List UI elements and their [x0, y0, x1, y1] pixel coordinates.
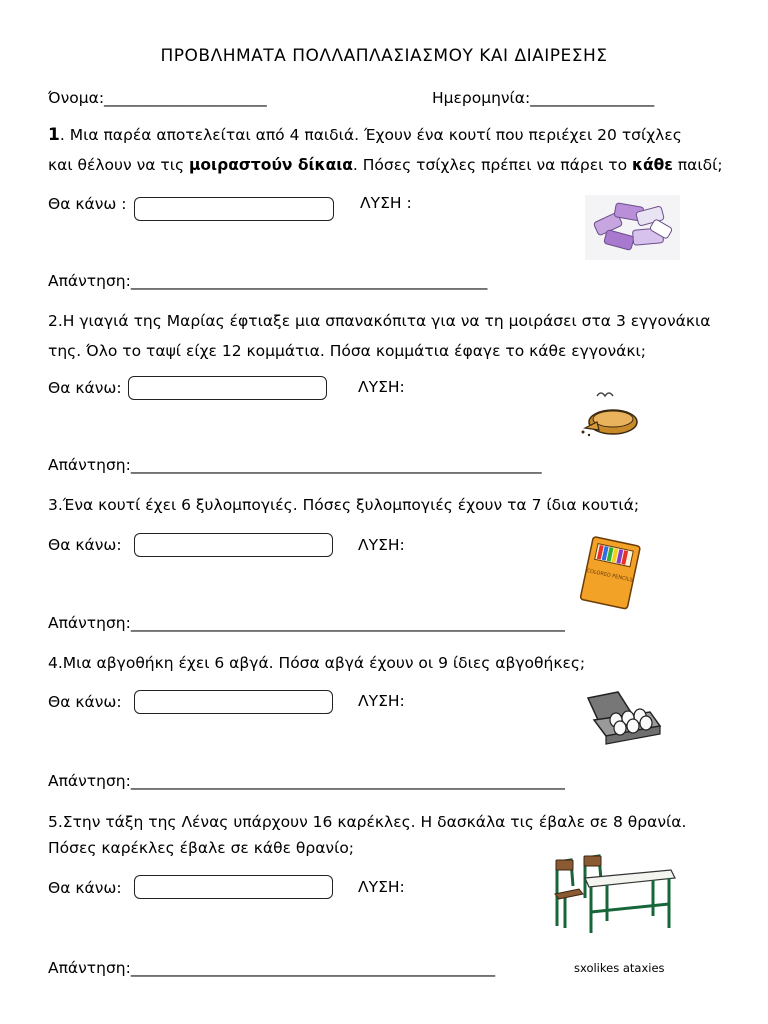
q4-answer-line[interactable]: Απάντηση:________________________________________________________	[48, 772, 565, 790]
q3-do-label: Θα κάνω:	[48, 536, 122, 554]
date-field[interactable]: Ημερομηνία:________________	[432, 89, 655, 107]
q2-do-label: Θα κάνω:	[48, 379, 122, 397]
pencil-box-label: COLORED PENCILS	[586, 567, 634, 584]
q4-solution-label: ΛΥΣΗ:	[358, 692, 405, 710]
name-field[interactable]: Όνομα:_____________________	[48, 89, 267, 107]
q5-solution-label: ΛΥΣΗ:	[358, 878, 405, 896]
q2-solution-label: ΛΥΣΗ:	[358, 378, 405, 396]
q5-do-label: Θα κάνω:	[48, 879, 122, 897]
q4-operation-box[interactable]	[134, 690, 333, 714]
q3-operation-box[interactable]	[134, 533, 333, 557]
q1-text-line1: 1. Μια παρέα αποτελείται από 4 παιδιά. Έχουν ένα κουτί που περιέχει 20 τσίχλες	[48, 125, 682, 145]
school-desk-chairs-icon	[545, 852, 677, 937]
q5-answer-line[interactable]: Απάντηση:_______________________________________________	[48, 959, 496, 977]
footer-credit: sxolikes ataxies	[574, 961, 665, 975]
egg-carton-icon	[580, 690, 666, 748]
q1-do-label: Θα κάνω :	[48, 195, 127, 213]
q2-text-line2: της. Όλο το ταψί είχε 12 κομμάτια. Πόσα κομμάτια έφαγε το κάθε εγγονάκι;	[48, 342, 646, 360]
q2-answer-line[interactable]: Απάντηση:_____________________________________________________	[48, 456, 542, 474]
q3-text-line1: 3.Ένα κουτί έχει 6 ξυλομπογιές. Πόσες ξυλομπογιές έχουν τα 7 ίδια κουτιά;	[48, 496, 640, 514]
q1-answer-line[interactable]: Απάντηση:______________________________________________	[48, 272, 488, 290]
q1-operation-box[interactable]	[134, 197, 334, 221]
colored-pencils-box-icon	[578, 535, 644, 613]
worksheet-title: ΠΡΟΒΛΗΜΑΤΑ ΠΟΛΛΑΠΛΑΣΙΑΣΜΟΥ ΚΑΙ ΔΙΑΙΡΕΣΗΣ	[160, 46, 608, 66]
q4-text-line1: 4.Μια αβγοθήκη έχει 6 αβγά. Πόσα αβγά έχουν οι 9 ίδιες αβγοθήκες;	[48, 654, 586, 672]
q4-do-label: Θα κάνω:	[48, 693, 122, 711]
q1-text-line2: και θέλουν να τις μοιραστούν δίκαια. Πόσες τσίχλες πρέπει να πάρει το κάθε παιδί;	[48, 156, 723, 174]
q5-text-line1: 5.Στην τάξη της Λένας υπάρχουν 16 καρέκλες. Η δασκάλα τις έβαλε σε 8 θρανία.	[48, 813, 687, 831]
q5-text-line2: Πόσες καρέκλες έβαλε σε κάθε θρανίο;	[48, 839, 355, 857]
q5-operation-box[interactable]	[134, 875, 333, 899]
q1-number: 1	[48, 125, 60, 145]
q3-answer-line[interactable]: Απάντηση:________________________________________________________	[48, 614, 565, 632]
chewing-gum-icon	[585, 195, 680, 260]
q2-text-line1: 2.Η γιαγιά της Μαρίας έφτιαξε μια σπανακόπιτα για να τη μοιράσει στα 3 εγγονάκια	[48, 312, 711, 330]
q2-operation-box[interactable]	[128, 376, 327, 400]
q3-solution-label: ΛΥΣΗ:	[358, 536, 405, 554]
q1-solution-label: ΛΥΣΗ :	[360, 194, 412, 212]
pie-icon	[575, 388, 640, 443]
